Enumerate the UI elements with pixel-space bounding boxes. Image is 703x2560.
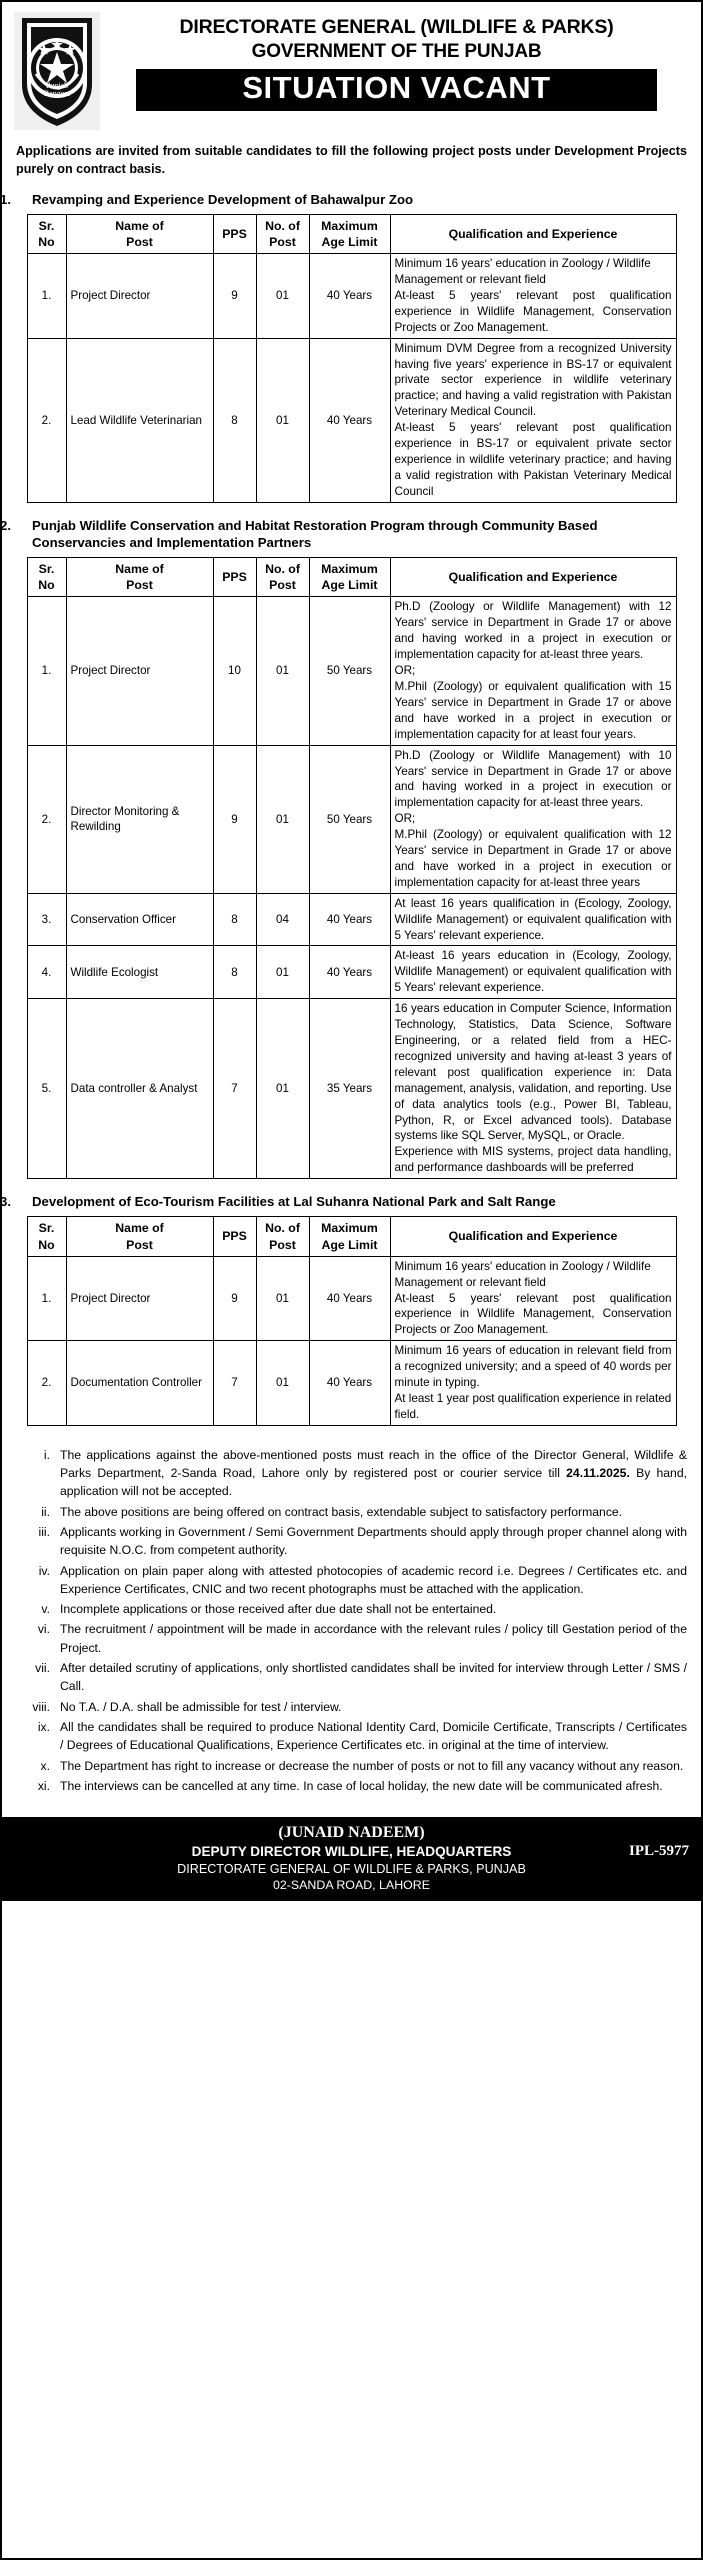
condition-number: ix. [37, 1719, 50, 1734]
condition-number: viii. [32, 1699, 50, 1714]
org-title-line1: DIRECTORATE GENERAL (WILDLIFE & PARKS) [179, 16, 614, 38]
qualification-paragraph: Ph.D (Zoology or Wildlife Management) with 10 Years' service in Department in Grade 17 or above and having worked in a project in execution or implementation capacity for at-least three years. [394, 748, 672, 810]
column-header-nop: No. of Post [256, 558, 309, 597]
condition-item [16, 1562, 687, 1599]
condition-text-part: After detailed scrutiny of applications, only shortlisted candidates shall be invited for interview through Letter / SMS / Call. [60, 1661, 687, 1694]
cell-nop: 01 [256, 946, 309, 999]
qualification-paragraph: Minimum DVM Degree from a recognized University having five years' experience in BS-17 or equivalent private sector experience in wildlife veterinary practice; and having a valid registration with Pakistan Veterinary Medical Council. [394, 341, 672, 419]
cell-sr: 5. [27, 999, 66, 1179]
qualification-paragraph: Ph.D (Zoology or Wildlife Management) with 12 Years' service in Department in Grade 17 or above and having worked in a project in execution or implementation capacity for at-least three years. [394, 600, 672, 662]
section-title: Punjab Wildlife Conservation and Habitat Restoration Program through Community Based Conservancies and Implementation Partners [32, 517, 598, 550]
column-header-sr: Sr. No [27, 558, 66, 597]
condition-text [60, 1757, 687, 1775]
qualification-paragraph: At-least 5 years' relevant post qualification experience in BS-17 or equivalent private sector experience in wildlife veterinary practice; and having a valid registration with Pakistan Veterinary Medical Council [394, 421, 672, 498]
qualification-paragraph: Minimum 16 years of education in relevant field from a recognized university; and a speed of 40 words per minute in typing. [394, 1344, 672, 1390]
cell-age: 40 Years [309, 946, 390, 999]
svg-text:Rangers: Rangers [43, 89, 71, 98]
condition-item [16, 1757, 687, 1775]
org-title-line2: GOVERNMENT OF THE PUNJAB [251, 40, 542, 62]
condition-text-part: By hand, application will not be accepted. [60, 1466, 687, 1499]
condition-number: xi. [37, 1778, 50, 1793]
column-header-sr: Sr. No [27, 1217, 66, 1256]
condition-item [16, 1659, 687, 1696]
cell-age: 50 Years [309, 745, 390, 893]
condition-item [16, 1600, 687, 1618]
page-header [2, 2, 701, 132]
qualification-paragraph: At least 1 year post qualification experience in related field. [394, 1392, 672, 1421]
cell-nop: 04 [256, 893, 309, 946]
condition-text-part: The Department has right to increase or decrease the number of posts or not to fill any vacancy without any reason. [60, 1758, 684, 1773]
cell-post: Conservation Officer [66, 893, 213, 946]
condition-text-part: Applicants working in Government / Semi Government Departments should apply through proper channel along with requisite N.O.C. from competent authority. [60, 1525, 687, 1558]
cell-post: Director Monitoring & Rewilding [66, 745, 213, 893]
cell-age: 50 Years [309, 597, 390, 745]
condition-text [60, 1446, 687, 1501]
condition-text [60, 1698, 687, 1716]
table-row [27, 999, 676, 1179]
qualification-paragraph: OR; [394, 664, 416, 678]
column-header-nop: No. of Post [256, 1217, 309, 1256]
table-row [27, 946, 676, 999]
table-row [27, 745, 676, 893]
column-header-qual: Qualification and Experience [390, 558, 676, 597]
condition-item [16, 1718, 687, 1755]
intro-paragraph: Applications are invited from suitable candidates to fill the following project posts under Development Projects purely on contract basis. [16, 144, 687, 177]
cell-age: 40 Years [309, 1341, 390, 1426]
cell-pps: 8 [213, 946, 256, 999]
cell-qualification [390, 1341, 676, 1426]
cell-nop: 01 [256, 745, 309, 893]
sections-container [2, 181, 701, 1426]
qualification-paragraph: At-least 16 years education in (Ecology, Zoology, Wildlife Management) or equivalent qualification with 5 Years' relevant experience. [394, 949, 672, 995]
posts-table [27, 1216, 677, 1426]
conditions-list [2, 1430, 701, 1807]
cell-nop: 01 [256, 338, 309, 502]
column-header-post: Name of Post [66, 558, 213, 597]
qualification-paragraph: OR; [394, 812, 416, 826]
cell-post: Project Director [66, 254, 213, 339]
cell-sr: 2. [27, 338, 66, 502]
cell-nop: 01 [256, 999, 309, 1179]
condition-number: vii. [35, 1661, 50, 1676]
condition-item [16, 1446, 687, 1501]
qualification-paragraph: M.Phil (Zoology) or equivalent qualification with 12 Years' service in Department in Grade 17 or above and have worked in a project in execution or implementation capacity for at-least three years [394, 828, 672, 889]
svg-text:Punjab: Punjab [45, 81, 69, 90]
section-heading [2, 507, 701, 557]
cell-sr: 2. [27, 1341, 66, 1426]
qualification-paragraph: Minimum 16 years' education in Zoology / Wildlife Management or relevant field [394, 257, 651, 286]
table-row [27, 1256, 676, 1341]
column-header-qual: Qualification and Experience [390, 1217, 676, 1256]
header-titles [100, 8, 693, 111]
cell-age: 40 Years [309, 338, 390, 502]
qualification-paragraph: M.Phil (Zoology) or equivalent qualification with 15 Years' service in Department in Grade 17 or above and have worked in a project in execution or implementation capacity for at least four years. [394, 679, 672, 741]
column-header-post: Name of Post [66, 214, 213, 253]
cell-age: 35 Years [309, 999, 390, 1179]
cell-nop: 01 [256, 254, 309, 339]
section-number: 1. [0, 191, 11, 207]
condition-text-part: Incomplete applications or those received after due date shall not be entertained. [60, 1602, 497, 1617]
column-header-nop: No. of Post [256, 214, 309, 253]
cell-age: 40 Years [309, 254, 390, 339]
posts-table [27, 214, 677, 503]
cell-pps: 10 [213, 597, 256, 745]
cell-nop: 01 [256, 597, 309, 745]
cell-qualification [390, 745, 676, 893]
qualification-paragraph: At-least 5 years' relevant post qualification experience in Wildlife Management, Conservation Projects or Zoo Management. [394, 288, 672, 334]
condition-item [16, 1698, 687, 1716]
cell-age: 40 Years [309, 1256, 390, 1341]
condition-item [16, 1620, 687, 1657]
posts-table [27, 557, 677, 1179]
section-number: 3. [0, 1194, 11, 1210]
cell-pps: 9 [213, 1256, 256, 1341]
cell-pps: 9 [213, 254, 256, 339]
cell-sr: 2. [27, 745, 66, 893]
situation-vacant-banner: SITUATION VACANT [136, 69, 658, 111]
condition-text-part: Application on plain paper along with attested photocopies of academic record i.e. Degrees / Certificates etc. and Experience Certificates, CNIC and two recent photographs must be attached with the application. [60, 1563, 687, 1596]
cell-nop: 01 [256, 1341, 309, 1426]
condition-item [16, 1523, 687, 1560]
table-row [27, 597, 676, 745]
page-footer [2, 1817, 701, 1901]
column-header-age: Maximum Age Limit [309, 558, 390, 597]
cell-pps: 8 [213, 338, 256, 502]
table-header-row [27, 214, 676, 253]
condition-number: vi. [37, 1622, 50, 1637]
condition-number: v. [41, 1602, 50, 1617]
section-heading [2, 181, 701, 214]
condition-number: x. [40, 1758, 50, 1773]
condition-item [16, 1777, 687, 1795]
deadline-date: 24.11.2025. [566, 1466, 630, 1481]
advert-reference-number: IPL-5977 [629, 1843, 689, 1860]
column-header-pps: PPS [213, 558, 256, 597]
condition-text [60, 1620, 687, 1657]
condition-number: ii. [41, 1504, 50, 1519]
cell-sr: 4. [27, 946, 66, 999]
condition-text [60, 1503, 687, 1521]
table-row [27, 254, 676, 339]
qualification-paragraph: 16 years education in Computer Science, Information Technology, Statistics, Data Science, Software Engineering, or a related field from a HEC-recognized university and having at-least 3 years of relevant post qualification experience in: Data management, analysis, validation, and reporting. Use of data analytics tools (e.g., Power BI, Tableau, Python, R, or Excel advanced tools). Database systems like SQL Server, MySQL, or Oracle. [394, 1002, 672, 1143]
qualification-paragraph: At least 16 years qualification in (Ecology, Zoology, Wildlife Management) or equivalent qualification with 5 Years' relevant experience. [394, 896, 672, 942]
cell-qualification [390, 338, 676, 502]
cell-qualification [390, 893, 676, 946]
table-row [27, 1341, 676, 1426]
qualification-paragraph: Minimum 16 years' education in Zoology / Wildlife Management or relevant field [394, 1259, 651, 1289]
cell-pps: 8 [213, 893, 256, 946]
cell-sr: 3. [27, 893, 66, 946]
condition-text [60, 1718, 687, 1755]
condition-text-part: The above positions are being offered on contract basis, extendable subject to satisfactory performance. [60, 1504, 623, 1519]
table-header-row [27, 558, 676, 597]
column-header-age: Maximum Age Limit [309, 1217, 390, 1256]
condition-text-part: No T.A. / D.A. shall be admissible for test / interview. [60, 1699, 342, 1714]
condition-text [60, 1777, 687, 1795]
signatory-name: (JUNAID NADEEM) [278, 1824, 425, 1842]
cell-post: Project Director [66, 1256, 213, 1341]
cell-qualification [390, 999, 676, 1179]
condition-text-part: The applications against the above-mentioned posts must reach in the office of the Director General, Wildlife & Parks Department, 2-Sanda Road, Lahore only by registered post or courier service till [60, 1447, 687, 1481]
cell-nop: 01 [256, 1256, 309, 1341]
cell-qualification [390, 254, 676, 339]
column-header-pps: PPS [213, 1217, 256, 1256]
section-heading [2, 1183, 701, 1216]
table-row [27, 338, 676, 502]
condition-text [60, 1523, 687, 1560]
section-title: Development of Eco-Tourism Facilities at Lal Suhanra National Park and Salt Range [32, 1194, 556, 1210]
condition-number: i. [43, 1447, 50, 1462]
cell-post: Data controller & Analyst [66, 999, 213, 1179]
cell-qualification [390, 1256, 676, 1341]
cell-age: 40 Years [309, 893, 390, 946]
section-title: Revamping and Experience Development of Bahawalpur Zoo [32, 191, 414, 207]
cell-pps: 9 [213, 745, 256, 893]
cell-pps: 7 [213, 1341, 256, 1426]
cell-post: Wildlife Ecologist [66, 946, 213, 999]
cell-qualification [390, 597, 676, 745]
cell-sr: 1. [27, 1256, 66, 1341]
qualification-paragraph: At-least 5 years' relevant post qualification experience in Wildlife Management, Conservation Projects or Zoo Management. [394, 1291, 672, 1337]
signatory-address: 02-SANDA ROAD, LAHORE [273, 1878, 430, 1893]
condition-text-part: The recruitment / appointment will be made in accordance with the relevant rules / policy till Gestation period of the Project. [60, 1622, 687, 1655]
signatory-designation: DEPUTY DIRECTOR WILDLIFE, HEADQUARTERS [191, 1844, 512, 1860]
column-header-pps: PPS [213, 214, 256, 253]
condition-text-part: All the candidates shall be required to produce National Identity Card, Domicile Certificate, Transcripts / Certificates / Degrees of Educational Qualifications, Experience Certificates etc. in original at the time of interview. [60, 1719, 687, 1753]
cell-post: Project Director [66, 597, 213, 745]
column-header-post: Name of Post [66, 1217, 213, 1256]
condition-number: iii. [38, 1525, 50, 1539]
condition-text-part: The interviews can be cancelled at any time. In case of local holiday, the new date will be communicated afresh. [60, 1778, 663, 1793]
table-header-row [27, 1217, 676, 1256]
government-crest-icon [14, 12, 100, 130]
condition-text [60, 1600, 687, 1618]
column-header-qual: Qualification and Experience [390, 214, 676, 253]
condition-text [60, 1659, 687, 1696]
cell-sr: 1. [27, 597, 66, 745]
cell-post: Lead Wildlife Veterinarian [66, 338, 213, 502]
section-number: 2. [0, 517, 11, 533]
cell-post: Documentation Controller [66, 1341, 213, 1426]
condition-item [16, 1503, 687, 1521]
table-row [27, 893, 676, 946]
column-header-sr: Sr. No [27, 214, 66, 253]
condition-text [60, 1562, 687, 1599]
cell-sr: 1. [27, 254, 66, 339]
cell-pps: 7 [213, 999, 256, 1179]
column-header-age: Maximum Age Limit [309, 214, 390, 253]
signatory-department: DIRECTORATE GENERAL OF WILDLIFE & PARKS, PUNJAB [177, 1861, 526, 1876]
cell-qualification [390, 946, 676, 999]
condition-number: iv. [38, 1563, 50, 1578]
qualification-paragraph: Experience with MIS systems, project data handling, and performance dashboards will be preferred [394, 1145, 672, 1175]
